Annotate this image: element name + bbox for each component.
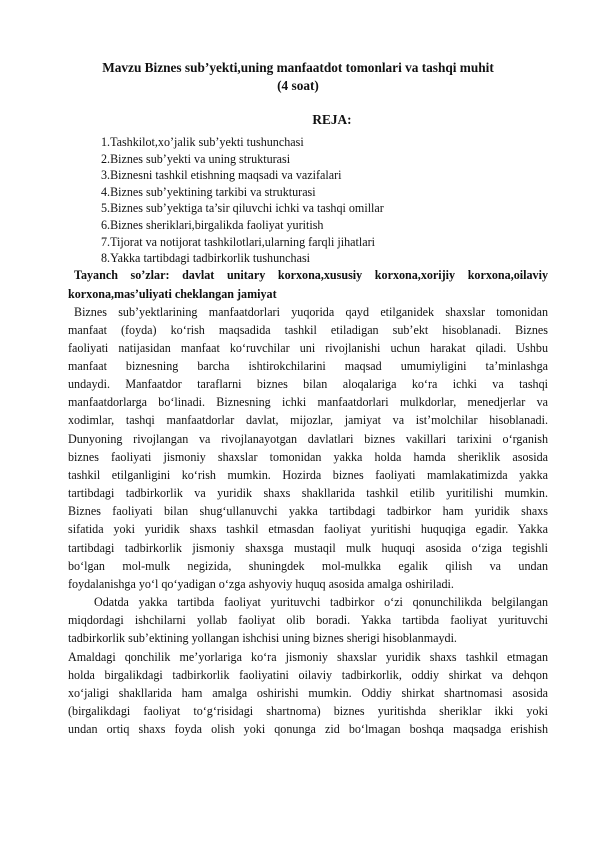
paragraph-line: foydalanishga yo‘l qo‘yadigan o‘zga ashyoviy huquq asosida amalga oshiriladi. [68, 577, 454, 591]
paragraph-line: Odatda yakka tartibda faoliyat yurituvchi tadbirkor o‘zi qonunchilikda belgilangan [94, 595, 548, 609]
paragraph-line: manfaat biznesning barcha ishtirokchilarini maqsad umumiyligini ta’minlashga [68, 359, 548, 373]
paragraph-line: tashkil etilganligini ko‘rish mumkin. Hozirda biznes faoliyati mamlakatimizda yakka [68, 468, 548, 482]
paragraph-line: miqdordagi ishchilarni yollab faoliyat olib boradi. Yakka tartibda faoliyat yurituvchi [68, 613, 548, 627]
plan-item: 4.Biznes sub’yektining tarkibi va strukturasi [101, 184, 316, 199]
paragraph-line: (birgalikdagi faoliyat to‘g‘risidagi shartnoma) biznes yuritishda sheriklar ikki yoki [68, 704, 548, 718]
paragraph-line: sifatida yoki yuridik shaxs tashkil etmasdan faoliyat yuritishi huquqiga egadir. Yakka [68, 522, 548, 536]
document-title: Mavzu Biznes sub’yekti,uning manfaatdot tomonlari va tashqi muhit [102, 60, 494, 75]
plan-item: 2.Biznes sub’yekti va uning strukturasi [101, 151, 291, 166]
paragraph-line: biznes faoliyati jismoniy shaxslar tomonidan yakka holda hamda sheriklik asosida [68, 450, 548, 464]
paragraph-line: xodimlar, tashqi manfaatdorlar davlat, mijozlar, jamiyat va ist’molchilar hisoblanadi. [68, 413, 548, 427]
plan-item: 1.Tashkilot,xo’jalik sub’yekti tushunchasi [101, 135, 304, 149]
plan-item: 3.Biznesni tashkil etishning maqsadi va vazifalari [101, 168, 342, 183]
paragraph-line: Biznes faoliyati bilan shug‘ullanuvchi yakka tartibdagi tadbirkor ham yuridik shaxs [68, 504, 548, 518]
plan-item: 6.Biznes sheriklari,birgalikda faoliyat yuritish [101, 217, 324, 232]
paragraph-line: xo‘jaligi shakllarida ham amalga oshirishi mumkin. Oddiy shirkat shartnomasi asosida [68, 686, 548, 700]
plan-item: 7.Tijorat va notijorat tashkilotlari,ularning farqli jihatlari [101, 234, 375, 249]
keywords-line: korxona,mas’uliyati cheklangan jamiyat [68, 287, 277, 301]
paragraph-line: tadbirkorlik sub’ektining yollangan ishchisi uning biznes sherigi hisoblanmaydi. [68, 631, 457, 645]
paragraph-line: tartibdagi tadbirkorlik jismoniy shaxsga mustaqil mulk huquqi asosida o‘ziga tegishli [68, 541, 548, 555]
paragraph-line: manfaatdorlarga bo‘linadi. Biznesning ichki manfaatdorlari mulkdorlar, menedjerlar va [68, 395, 548, 409]
paragraph-line: faoliyati natijasidan manfaat ko‘ruvchilar uni rivojlanishi uchun harakat qiladi. Ushbu [68, 341, 548, 355]
plan-item: 8.Yakka tartibdagi tadbirkorlik tushunchasi [101, 251, 311, 266]
plan-list [101, 134, 521, 267]
paragraph-line: Biznes sub’yektlarining manfaatdorlari yuqorida qayd etilganidek shaxslar tomonidan [74, 305, 548, 319]
paragraph-line: undaydi. Manfaatdor taraflarni biznes bilan aloqalariga ko‘ra ichki va tashqi [68, 377, 548, 391]
paragraph-line: manfaat (foyda) ko‘rish maqsadida tashkil etiladigan sub’ekt hisoblanadi. Biznes [68, 323, 548, 337]
plan-item: 5.Biznes sub’yektiga ta’sir qiluvchi ichki va tashqi omillar [101, 201, 384, 216]
paragraph-line: tartibdagi tadbirkorlik va yuridik shaxs shakllarida tashkil etilib yuritilishi mumkin. [68, 486, 548, 500]
document-subtitle: (4 soat) [277, 78, 319, 93]
paragraph-line: bo‘lgan mol-mulk negizida, shuningdek mol-mulkka egalik qilish va undan [68, 559, 548, 573]
paragraph-line: undan ortiq shaxs foyda olish yoki qonunga zid bo‘lmagan boshqa maqsadga erishish [68, 722, 548, 736]
paragraph-line: Amaldagi qonchilik me’yorlariga ko‘ra jismoniy shaxslar yuridik shaxs tashkil etmagan [68, 650, 548, 664]
paragraph-line: holda birgalikdagi tadbirkorlik faoliyatini oilaviy tadbirkorlik, oddiy shirkat va dehqon [68, 668, 548, 682]
plan-heading: REJA: [312, 112, 352, 127]
keywords-line: Tayanch so’zlar: davlat unitary korxona,xususiy korxona,xorijiy korxona,oilaviy [74, 268, 548, 282]
paragraph-line: Dunyoning rivojlangan va rivojlanayotgan davlatlari biznes vakillari tarixini o‘rganish [68, 432, 548, 446]
